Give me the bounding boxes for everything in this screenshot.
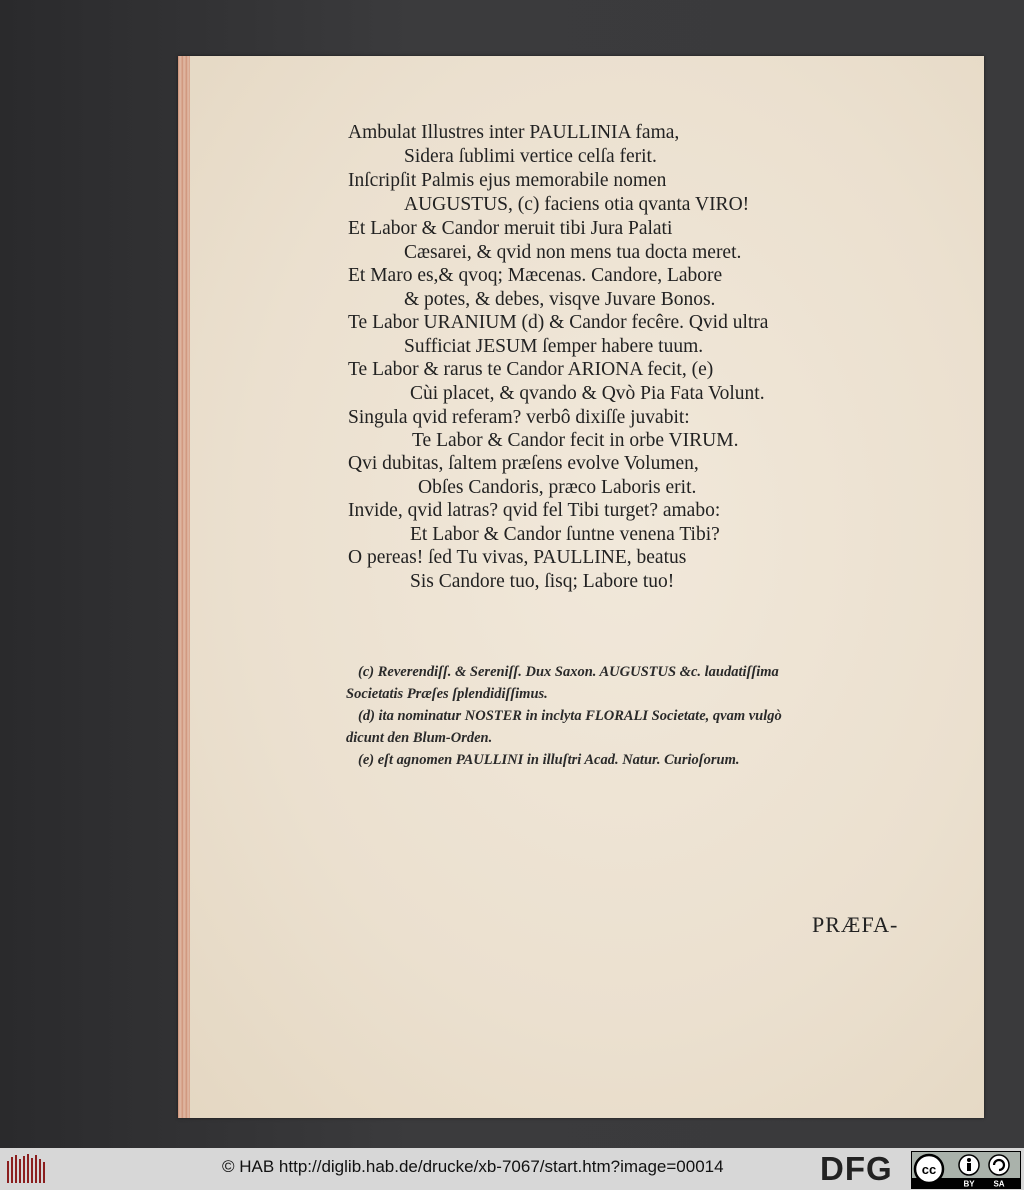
dfg-logo: DFG — [820, 1150, 893, 1187]
license-by-label: BY — [963, 1179, 975, 1189]
poem-line: Te Labor URANIUM (d) & Candor fecêre. Qvid ultra — [348, 312, 769, 333]
footnote-line: (e) eſt agnomen PAULLINI in illuſtri Acad. Natur. Curioſorum. — [358, 752, 740, 768]
poem-line: Ambulat Illustres inter PAULLINIA fama, — [348, 122, 680, 143]
footnote-line: (c) Reverendiſſ. & Sereniſſ. Dux Saxon. AUGUSTUS &c. laudatiſſima — [358, 664, 779, 680]
poem-line: Sis Candore tuo, ſisq; Labore tuo! — [410, 571, 675, 592]
footnote-line: dicunt den Blum-Orden. — [346, 730, 493, 746]
license-sa-label: SA — [993, 1179, 1005, 1189]
poem-line: O pereas! ſed Tu vivas, PAULLINE, beatus — [348, 547, 687, 568]
poem-line: Et Maro es,& qvoq; Mæcenas. Candore, Labore — [348, 265, 723, 286]
poem-line: Cæsarei, & qvid non mens tua docta meret. — [404, 242, 742, 263]
svg-text:cc: cc — [921, 1162, 937, 1177]
catchword: PRÆFA- — [812, 912, 899, 937]
poem-line: Te Labor & rarus te Candor ARIONA fecit, (e) — [348, 359, 714, 380]
footnote-line: Societatis Præſes ſplendidiſſimus. — [346, 686, 548, 702]
poem-line: Et Labor & Candor ſuntne venena Tibi? — [410, 524, 720, 545]
hab-logo-icon — [6, 1153, 46, 1185]
poem-line: Singula qvid referam? verbô dixiſſe juvabit: — [348, 407, 690, 428]
poem-line: Te Labor & Candor fecit in orbe VIRUM. — [412, 430, 739, 451]
poem-line: Inſcripſit Palmis ejus memorabile nomen — [348, 170, 667, 191]
poem-line: & potes, & debes, visqve Juvare Bonos. — [404, 289, 716, 310]
poem-line: Sufficiat JESUM ſemper habere tuum. — [404, 336, 704, 357]
poem-line: AUGUSTUS, (c) faciens otia qvanta VIRO! — [404, 194, 750, 215]
poem-line: Qvi dubitas, ſaltem præſens evolve Volumen, — [348, 453, 699, 474]
footer-copyright-link[interactable]: © HAB http://diglib.hab.de/drucke/xb-7067/start.htm?image=00014 — [222, 1157, 724, 1176]
cc-by-sa-license-icon[interactable] — [911, 1151, 1021, 1189]
poem-line: Sidera ſublimi vertice celſa ferit. — [404, 146, 657, 167]
poem-line: Invide, qvid latras? qvid fel Tibi turget? amabo: — [348, 500, 721, 521]
footnote-line: (d) ita nominatur NOSTER in inclyta FLORALI Societate, qvam vulgò — [358, 708, 782, 724]
poem-line: Cùi placet, & qvando & Qvò Pia Fata Volunt. — [410, 383, 765, 404]
poem-line: Et Labor & Candor meruit tibi Jura Palati — [348, 218, 673, 239]
page-edge — [178, 56, 190, 1118]
poem-line: Obſes Candoris, præco Laboris erit. — [418, 477, 697, 498]
